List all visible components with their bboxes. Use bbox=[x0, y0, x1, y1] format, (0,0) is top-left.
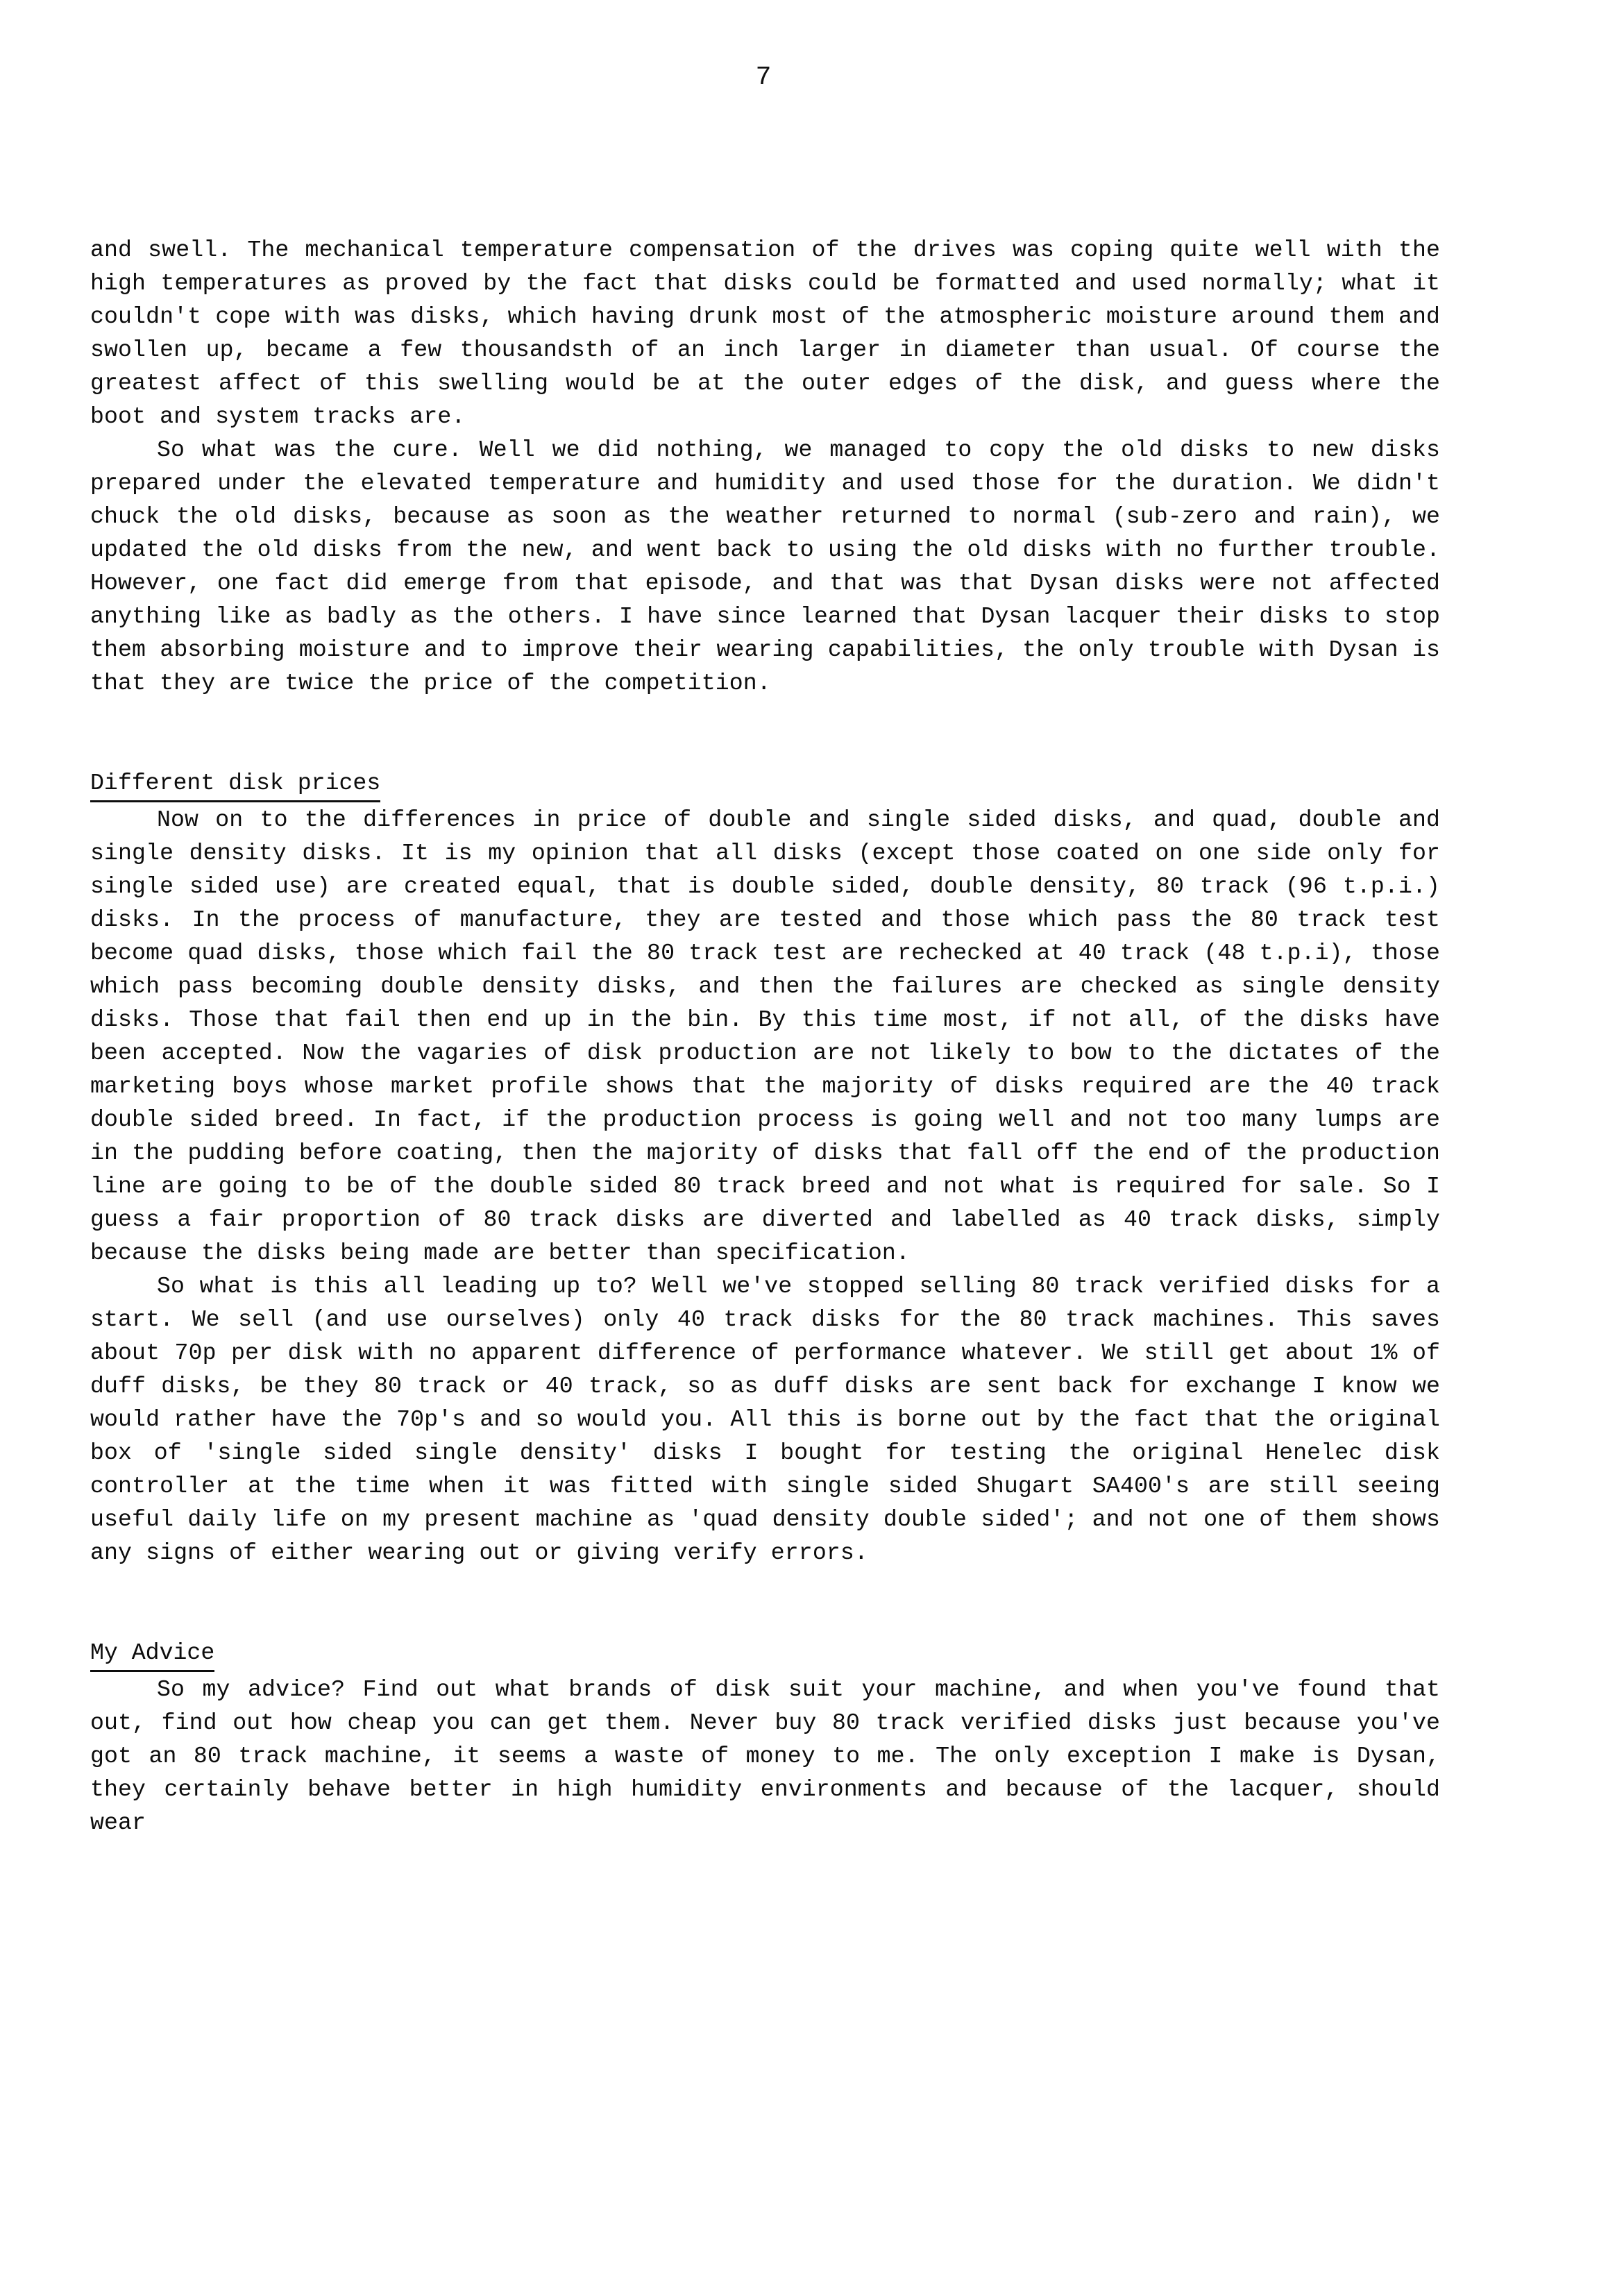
paragraph-advice-body: So my advice? Find out what brands of disk suit your machine, and when you've found that out, find out how cheap you can get them. Never buy 80 track verified disks just because you've got an 80 track machine, it seems a waste of money to me. The only exception I make is Dysan, they certainly behave better in high humidity environments and because of the lacquer, should wear bbox=[90, 1676, 1440, 1836]
paragraph-selling-policy: So what is this all leading up to? Well we've stopped selling 80 track verified disks for a start. We sell (and use ourselves) only 40 track disks for the 80 track machines. This saves about 70p per disk with no apparent difference of performance whatever. We still get about 1% of duff disks, be they 80 track or 40 track, so as duff disks are sent back for exchange I know we would rather have the 70p's and so would you. All this is borne out by the fact that the original box of 'single sided single density' disks I bought for testing the original Henelec disk controller at the time when it was fitted with single sided Shugart SA400's are still seeing useful daily life on my present machine as 'quad density double sided'; and not one of them shows any signs of either wearing out or giving verify errors. bbox=[90, 1273, 1440, 1566]
section-spacer bbox=[90, 700, 1440, 766]
paragraph-the-cure: So what was the cure. Well we did nothing, we managed to copy the old disks to new disks prepared under the elevated temperature and humidity and used those for the duration. We didn't chuck the old disks, because as soon as the weather returned to normal (sub-zero and rain), we updated the old disks from the new, and went back to using the old disks with no further trouble. However, one fact did emerge from that episode, and that was that Dysan disks were not affected anything like as badly as the others. I have since learned that Dysan lacquer their disks to stop them absorbing moisture and to improve their wearing capabilities, the only trouble with Dysan is that they are twice the price of the competition. bbox=[90, 437, 1440, 696]
page-number: 7 bbox=[755, 62, 772, 92]
paragraph-disk-swelling-continued: and swell. The mechanical temperature compensation of the drives was coping quite well with the high temperatures as proved by the fact that disks could be formatted and used normally; what it couldn't cope with was disks, which having drunk most of the atmospheric moisture around them and swollen up, became a few thousandsth of an inch larger in diameter than usual. Of course the greatest affect of this swelling would be at the outer edges of the disk, and guess where the boot and system tracks are. bbox=[90, 237, 1440, 430]
heading-different-disk-prices-wrap bbox=[90, 766, 1440, 803]
heading-my-advice-wrap bbox=[90, 1636, 1440, 1673]
body-text-column bbox=[90, 233, 1440, 1839]
section-spacer-2 bbox=[90, 1569, 1440, 1636]
heading-different-disk-prices: Different disk prices bbox=[90, 766, 380, 802]
paragraph-price-differences: Now on to the differences in price of double and single sided disks, and quad, double and single density disks. It is my opinion that all disks (except those coated on one side only for single sided use) are created equal, that is double sided, double density, 80 track (96 t.p.i.) disks. In the process of manufacture, they are tested and those which pass the 80 track test become quad disks, those which fail the 80 track test are rechecked at 40 track (48 t.p.i), those which pass becoming double density disks, and then the failures are checked as single density disks. Those that fail then end up in the bin. By this time most, if not all, of the disks have been accepted. Now the vagaries of disk production are not likely to bow to the dictates of the marketing boys whose market profile shows that the majority of disks required are the 40 track double sided breed. In fact, if the production process is going well and not too many lumps are in the pudding before coating, then the majority of disks that fall off the end of the production line are going to be of the double sided 80 track breed and not what is required for sale. So I guess a fair proportion of 80 track disks are diverted and labelled as 40 track disks, simply because the disks being made are better than specification. bbox=[90, 807, 1440, 1266]
heading-my-advice: My Advice bbox=[90, 1636, 214, 1672]
